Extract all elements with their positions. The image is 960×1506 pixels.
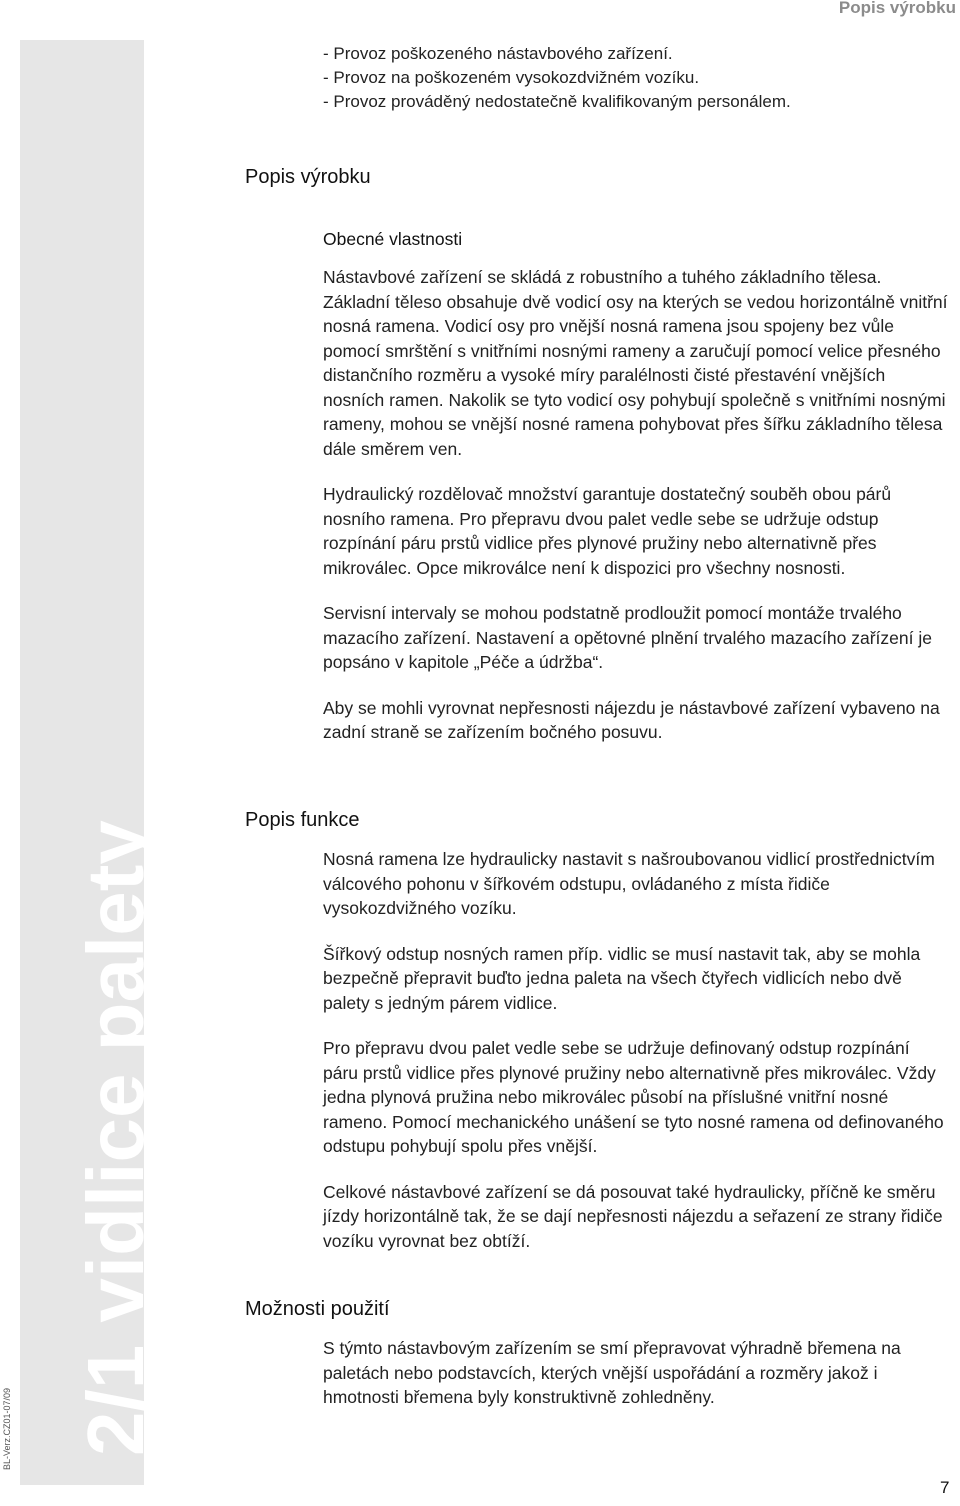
section-body-usage	[323, 1336, 948, 1431]
list-item: - Provoz na poškozeném vysokozdvižném vozíku.	[323, 68, 700, 87]
paragraph: Šířkový odstup nosných ramen příp. vidlic se musí nastavit tak, aby se mohla bezpečně přepravit buďto jedna paleta na všech čtyřech vidlicích nebo dvě palety s jedným párem vidlice.	[323, 943, 921, 1013]
running-header: Popis výrobku	[838, 0, 956, 17]
side-tab-label: 2/1 vidlice palety	[71, 820, 160, 1456]
section-body-function	[323, 847, 948, 1274]
paragraph: Nosná ramena lze hydraulicky nastavit s našroubovanou vidlicí prostřednictvím válcového pohonu v šířkovém odstupu, ovládaného z místa řidiče vysokozdvižného vozíku.	[323, 849, 935, 918]
subheading-general-properties: Obecné vlastnosti	[323, 229, 463, 249]
paragraph: Hydraulický rozdělovač množství garantuje dostatečný souběh obou párů nosního ramena. Pro přepravu dvou palet vedle sebe se udržuje odstup rozpínání páru prstů vidlice přes plynové pružiny nebo alternativně přes mikroválec. Opce mikroválce není k dispozici pro všechny nosnosti.	[323, 484, 892, 578]
paragraph: Nástavbové zařízení se skládá z robustního a tuhého základního tělesa. Základní těleso obsahuje dvě vodicí osy na kterých se vedou horizontálně vnitřní nosná ramena. Vodicí osy pro vnější nosná ramena jsou spojeny bez vůle pomocí smrštění s vnitřními nosnými rameny a zaručují pomocí velice přesného distančního rozměru a vysoké míry paralélnosti čisté přestavéní vnějších nosních ramen. Nakolik se tyto vodicí osy pohybují společně s vnitřními nosnými rameny, mohou se vnější nosné ramena pohybovat přes šířku základního tělesa dále směrem ven.	[323, 267, 948, 459]
section-heading-function: Popis funkce	[245, 809, 360, 831]
paragraph: Celkové nástavbové zařízení se dá posouvat také hydraulicky, příčně ke směru jízdy horizontálně tak, že se dají nepřesnosti nájezdu a seřazení ze strany řidiče vozíku vyrovnat bez obtíží.	[323, 1181, 943, 1251]
paragraph: Pro přepravu dvou palet vedle sebe se udržuje definovaný odstup rozpínání páru prstů vidlice přes plynové pružiny nebo alternativně přes mikroválec. Vždy jedna plynová pružina nebo mikroválec působí na příslušné vnitřní nosné rameno. Pomocí mechanického unášení se tyto nosné ramena od definovaného odstupu pohybují spolu přes vnější.	[323, 1038, 944, 1156]
list-item: - Provoz prováděný nedostatečně kvalifikovaným personálem.	[323, 92, 791, 111]
version-code: BL-Verz.CZ01-07/09	[2, 1387, 12, 1470]
section-heading-product: Popis výrobku	[245, 166, 371, 188]
paragraph: S týmto nástavbovým zařízením se smí přepravovat výhradně břemena na paletách nebo podstavcích, kterých vnější uspořádání a rozměry jakož i hmotnosti břemena byly konstruktivně zohledněny.	[323, 1338, 901, 1407]
section-heading-usage: Možnosti použití	[245, 1298, 390, 1320]
intro-bullet-list	[323, 42, 943, 114]
paragraph: Servisní intervaly se mohou podstatně prodloužit pomocí montáže trvalého mazacího zařízení. Nastavení a opětovné plnění trvalého mazacího zařízení je popsáno v kapitole „Péče a údržba“.	[323, 603, 932, 672]
section-body-product	[323, 227, 948, 766]
paragraph: Aby se mohli vyrovnat nepřesnosti nájezdu je nástavbové zařízení vybaveno na zadní straně se zařízením bočného posuvu.	[323, 697, 940, 742]
list-item: - Provoz poškozeného nástavbového zařízení.	[323, 44, 673, 63]
page-number: 7	[940, 1478, 950, 1497]
